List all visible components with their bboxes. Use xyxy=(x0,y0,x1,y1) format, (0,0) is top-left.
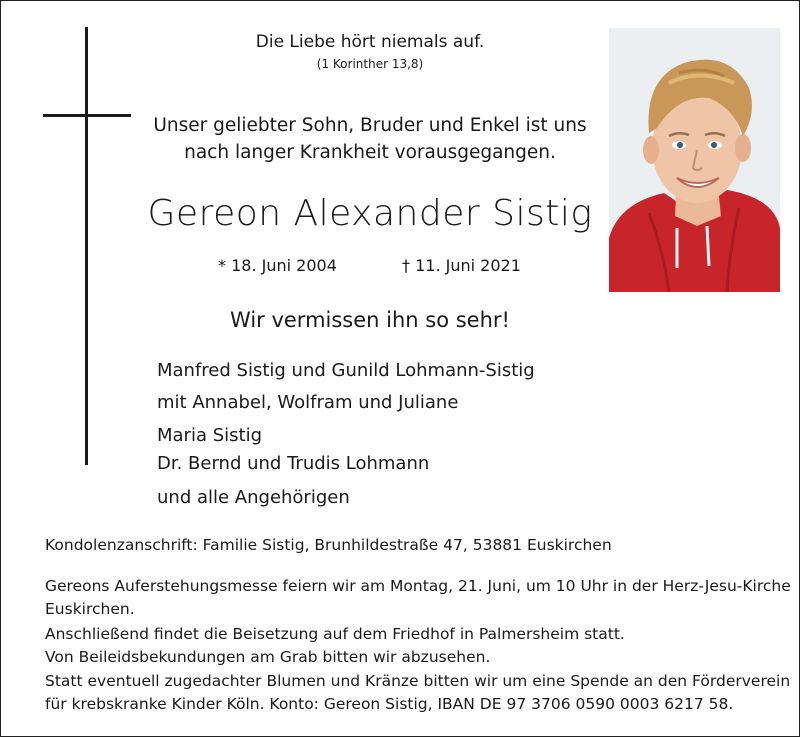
motto-reference: (1 Korinther 13,8) xyxy=(316,57,424,71)
intro-line-1: Unser geliebter Sohn, Bruder und Enkel ist uns xyxy=(153,115,587,136)
family-line-5: und alle Angehörigen xyxy=(157,487,350,508)
cross-horizontal-bar xyxy=(43,114,131,117)
details-line-6: für krebskranke Kinder Köln. Konto: Gereon Sistig, IBAN DE 97 3706 0590 0003 6217 58. xyxy=(45,695,734,713)
details-line-2: Euskirchen. xyxy=(45,600,135,618)
intro-line-2: nach langer Krankheit vorausgegangen. xyxy=(184,142,556,163)
deceased-name: Gereon Alexander Sistig xyxy=(147,193,593,234)
condolence-address: Kondolenzanschrift: Familie Sistig, Brunhildestraße 47, 53881 Euskirchen xyxy=(45,536,612,554)
details-line-5: Statt eventuell zugedachter Blumen und Kränze bitten wir um eine Spende an den Förderverein xyxy=(45,672,791,690)
family-line-1: Manfred Sistig und Gunild Lohmann-Sistig xyxy=(157,360,535,381)
portrait-photo xyxy=(609,28,780,292)
family-line-2: mit Annabel, Wolfram und Juliane xyxy=(157,392,459,413)
portrait-illustration xyxy=(609,28,780,292)
family-line-3: Maria Sistig xyxy=(157,425,263,446)
details-line-3: Anschließend findet die Beisetzung auf dem Friedhof in Palmersheim statt. xyxy=(45,625,625,643)
details-line-4: Von Beileidsbekundungen am Grab bitten wir abzusehen. xyxy=(45,648,491,666)
birth-date: * 18. Juni 2004 xyxy=(218,256,337,275)
death-date: † 11. Juni 2021 xyxy=(402,256,521,275)
intro-text xyxy=(130,112,610,166)
closing-line: Wir vermissen ihn so sehr! xyxy=(230,308,510,332)
family-line-4: Dr. Bernd und Trudis Lohmann xyxy=(157,453,430,474)
motto: Die Liebe hört niemals auf. xyxy=(255,32,485,52)
details-line-1: Gereons Auferstehungsmesse feiern wir am Montag, 21. Juni, um 10 Uhr in der Herz-Jesu-Kirche xyxy=(45,577,791,595)
cross-vertical-bar xyxy=(85,27,88,465)
